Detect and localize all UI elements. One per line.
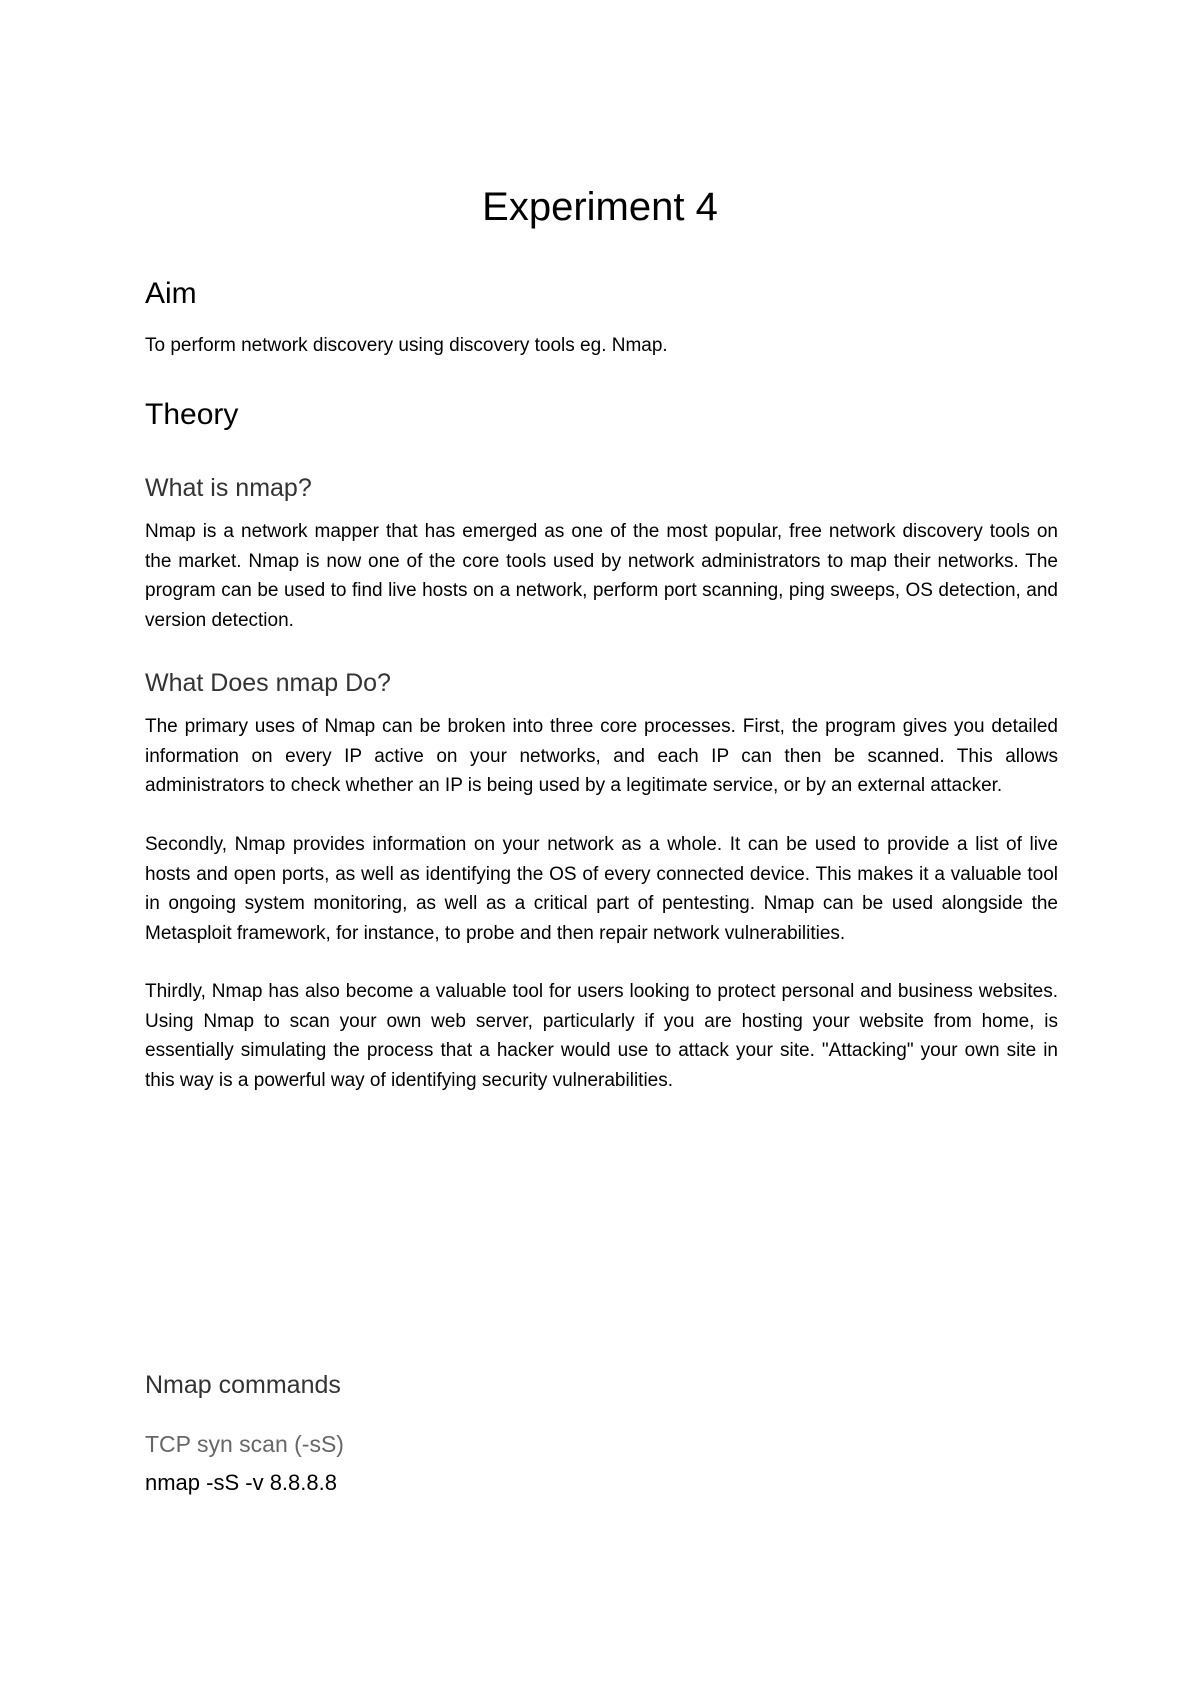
nmap-command-text: nmap -sS -v 8.8.8.8 — [145, 1470, 337, 1495]
what-does-nmap-do-heading: What Does nmap Do? — [145, 669, 391, 697]
document-title: Experiment 4 — [482, 185, 718, 229]
what-does-paragraph-3: Thirdly, Nmap has also become a valuable tool for users looking to protect personal and business websites. Using Nmap to scan your own web server, particularly if you are hosting your website from home, is essentially simulating the process that a hacker would use to attack your site. "Attacking" your own site in this way is a powerful way of identifying security vulnerabilities. — [145, 981, 1058, 1091]
tcp-syn-scan-subheading: TCP syn scan (-sS) — [145, 1431, 344, 1457]
nmap-commands-heading: Nmap commands — [145, 1371, 341, 1399]
theory-heading: Theory — [145, 398, 239, 431]
what-does-paragraph-2: Secondly, Nmap provides information on your network as a whole. It can be used to provide a list of live hosts and open ports, as well as identifying the OS of every connected device. This makes it a valuable tool in ongoing system monitoring, as well as a critical part of pentesting. Nmap can be used alongside the Metasploit framework, for instance, to probe and then repair network vulnerabilities. — [145, 834, 1058, 944]
what-does-paragraph-1: The primary uses of Nmap can be broken into three core processes. First, the program gives you detailed information on every IP active on your networks, and each IP can then be scanned. This allows administrators to check whether an IP is being used by a legitimate service, or by an external attacker. — [145, 716, 1058, 796]
what-is-nmap-heading: What is nmap? — [145, 474, 312, 502]
what-is-nmap-text: Nmap is a network mapper that has emerged as one of the most popular, free network discovery tools on the market. Nmap is now one of the core tools used by network administrators to map their networks. The program can be used to find live hosts on a network, perform port scanning, ping sweeps, OS detection, and version detection. — [145, 521, 1058, 631]
aim-heading: Aim — [145, 277, 197, 310]
aim-text: To perform network discovery using discovery tools eg. Nmap. — [145, 335, 668, 356]
